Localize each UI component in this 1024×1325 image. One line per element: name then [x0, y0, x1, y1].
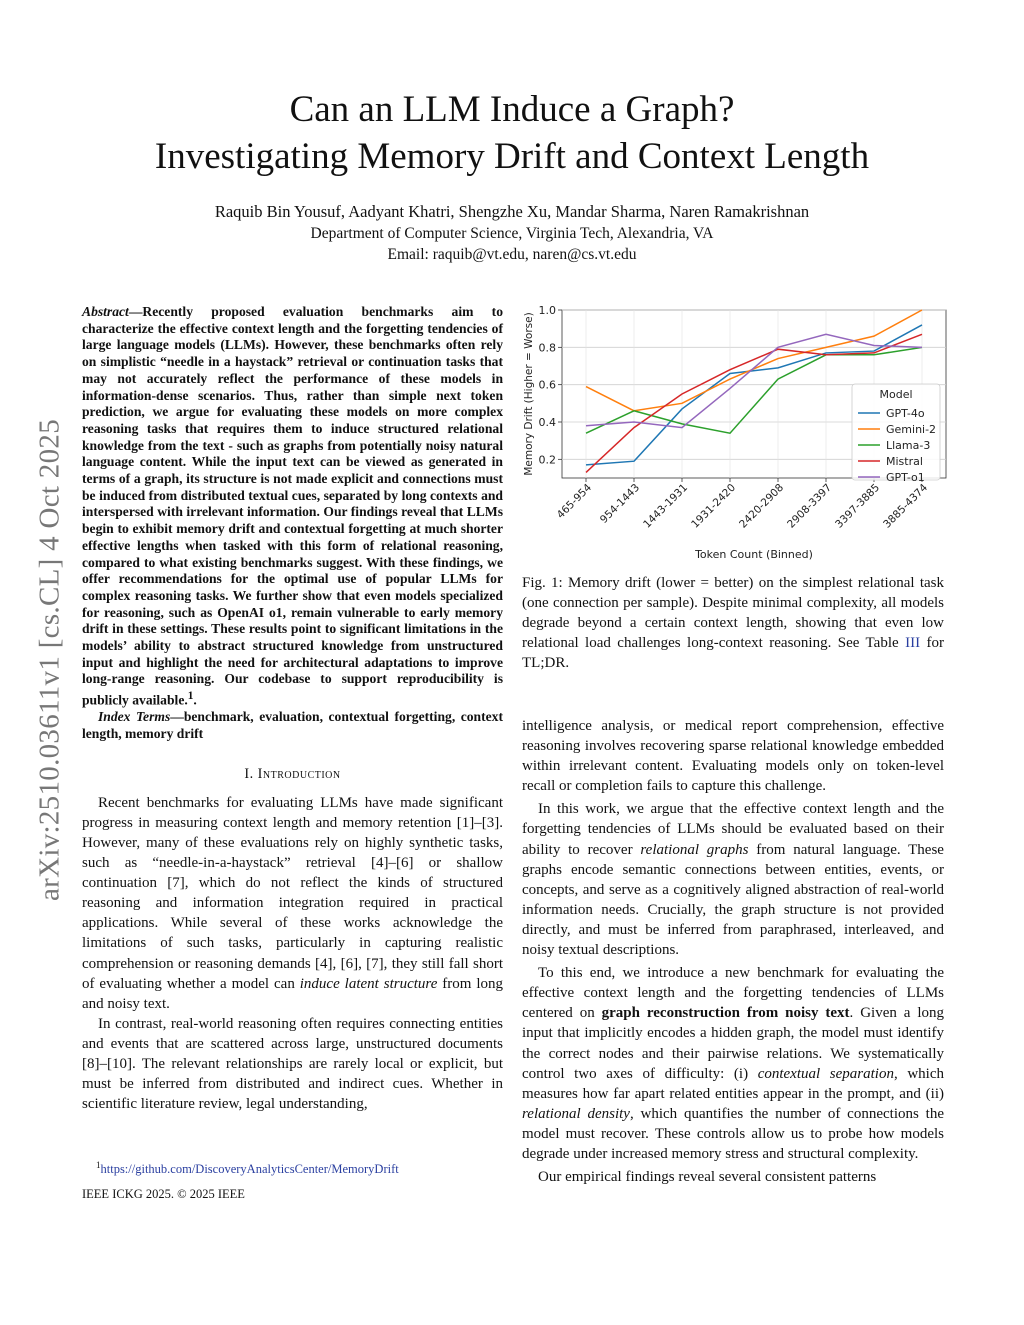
right-p1-a: In this work, we argue that the effective context length and the forgetting tendencies of LLMs should be evaluated based on their ability to recover — [522, 801, 944, 858]
intro-p1-text: Recent benchmarks for evaluating LLMs have made significant progress in measuring context length and memory retention [1]–[3]. However, many of these evaluations rely on highly synthetic tasks, such as “needle-in-a-haystack” retrieval [4]–[6] or shallow continuation [7], which do not reflect the kinds of structured reasoning and information integration required in practical applications. While several of these works acknowledge the limitations of such tasks, particularly in capturing realistic comprehension or reasoning demands [4], [6], [7], they still fall short of evaluating whether a model can — [82, 794, 503, 992]
x-tick-label: 3885-4374 — [881, 481, 931, 531]
caption-end: for TL;DR. — [522, 635, 944, 672]
abstract-end: . — [193, 692, 197, 708]
chart-svg — [520, 306, 948, 566]
x-tick-label: 2908-3397 — [785, 481, 835, 531]
right-paragraph-2 — [522, 963, 944, 1164]
title-line-1: Can an LLM Induce a Graph? — [289, 89, 735, 130]
y-tick-label: 1.0 — [538, 306, 556, 317]
figure-1-caption — [522, 573, 944, 673]
y-tick-label: 0.6 — [538, 378, 556, 392]
legend-title: Model — [879, 388, 913, 401]
intro-paragraph-2: In contrast, real-world reasoning often requires connecting entities and events that are scattered across large, unstructured documents [8]–[10]. The relevant relationships are rarely local or explicit, but must be inferred from distributed and indirect cues. Whether in scientific literature review, legal understanding, — [82, 1015, 503, 1113]
x-tick-label: 3397-3885 — [833, 481, 883, 531]
abstract-text: —Recently proposed evaluation benchmarks aim to characterize the effective context length and the forgetting tendencies of large language models (LLMs). However, these benchmarks often rely on simplistic “needle in a haystack” retrieval or continuation tasks that may not accurately reflect the performance of these models in information-dense scenarios. Thus, rather than simple next token prediction, we argue for evaluating these models on more complex reasoning tasks that requires them to induce structured relational knowledge from the text - such as graphs from potentially noisy natural language content. While the input text can be viewed as generated in terms of a graph, its structure is not made explicit and connections must be induced from distributed textual cues, separated by long contexts and interspersed with irrelevant information. Our findings reveal that LLMs begin to exhibit memory drift and contextual forgetting at much shorter effective lengths when tasked with this form of relational reasoning, compared to what existing benchmarks suggest. With these findings, we offer recommendations for the optimal use of popular LLMs for complex reasoning tasks. We further show that even models specialized for reasoning, such as OpenAI o1, remain vulnerable to early memory drift in these settings. These results point to significant limitations in the models’ ability to abstract structured knowledge from unstructured input and highlight the need for architectural adaptations to improve long-range reasoning. Our codebase to support reproducibility is publicly available. — [82, 304, 503, 708]
right-paragraph-3: Our empirical findings reveal several consistent patterns — [538, 1169, 877, 1186]
y-tick-label: 0.2 — [538, 453, 556, 467]
legend-label: GPT-4o — [886, 407, 925, 420]
venue-line: IEEE ICKG 2025. © 2025 IEEE — [82, 1187, 245, 1201]
right-p1-italic: relational graphs — [640, 841, 749, 858]
abstract-footnote-mark[interactable]: 1 — [187, 690, 194, 703]
right-p2-d: , which quantifies the number of connections the model must recover. These controls allow us to probe how models degrade under increased memory stress and structural complexity. — [522, 1105, 944, 1162]
title-line-2: Investigating Memory Drift and Context Length — [154, 136, 870, 177]
section-heading-introduction: I. Introduction — [244, 765, 341, 782]
x-tick-label: 2420-2908 — [737, 481, 787, 531]
right-p2-italic-2: relational density — [522, 1105, 630, 1122]
arxiv-id: arXiv:2510.03611v1 [cs.CL] 4 Oct 2025 — [33, 418, 66, 902]
authors: Raquib Bin Yousuf, Aadyant Khatri, Shengzhe Xu, Mandar Sharma, Naren Ramakrishnan — [214, 202, 810, 221]
right-paragraph-1 — [522, 799, 944, 960]
x-axis-label: Token Count (Binned) — [695, 548, 813, 561]
footnote — [96, 1160, 399, 1177]
right-p1-b: from natural language. These graphs encode semantic connections between entities, events, or concepts, and serve as a cognitively aligned abstraction of real-world information needs. Crucially, the graph structure is not provided directly, and must be inferred from paraphrased, interleaved, and noisy textual descriptions. — [522, 841, 944, 959]
figure-1-chart — [520, 306, 948, 566]
department: Department of Computer Science, Virginia Tech, Alexandria, VA — [310, 225, 714, 242]
email: Email: raquib@vt.edu, naren@cs.vt.edu — [387, 246, 637, 263]
index-terms — [82, 709, 503, 742]
left-column — [82, 304, 503, 1114]
y-axis-label: Memory Drift (Higher = Worse) — [523, 312, 535, 476]
legend-label: Mistral — [886, 455, 923, 468]
legend-label: Gemini-2 — [886, 423, 937, 436]
right-paragraph-0: intelligence analysis, or medical report comprehension, effective reasoning involves recovering sparse relational knowledge embedded within irrelevant content. Evaluating models only on token-level recall or completion fails to capture this challenge. — [522, 718, 944, 795]
footnote-link[interactable]: https://github.com/DiscoveryAnalyticsCenter/MemoryDrift — [100, 1162, 399, 1177]
legend-label: GPT-o1 — [886, 471, 925, 484]
intro-p1-end: from long and noisy text. — [82, 975, 504, 1012]
y-tick-label: 0.8 — [538, 341, 556, 355]
right-p2-bold: graph reconstruction from noisy text — [601, 1005, 850, 1022]
caption-text: Memory drift (lower = better) on the simplest relational task (one connection per sample). Despite minimal complexity, all models degrade beyond a certain context length, showing that even low relational load challenges long-context reasoning. See Table — [522, 575, 944, 652]
caption-table-ref[interactable]: III — [905, 635, 921, 652]
caption-label: Fig. 1: — [522, 575, 563, 591]
right-p2-b: . Given a long input that implicitly encodes a hidden graph, the model must identify the correct nodes and their pairwise relations. We systematically control two axes of difficulty: (i) — [522, 1005, 944, 1082]
footnote-mark: 1 — [96, 1160, 101, 1170]
intro-p1-italic: induce latent structure — [299, 975, 438, 992]
index-terms-label: Index Terms — [98, 709, 171, 725]
abstract — [82, 304, 503, 709]
x-tick-label: 1931-2420 — [689, 481, 739, 531]
x-tick-label: 954-1443 — [597, 481, 643, 526]
x-tick-label: 465-954 — [554, 481, 595, 522]
intro-paragraph-1 — [82, 793, 503, 1014]
x-tick-label: 1443-1931 — [641, 481, 691, 531]
right-p2-italic-1: contextual separation — [757, 1065, 894, 1082]
abstract-label: Abstract — [82, 304, 129, 319]
legend-label: Llama-3 — [886, 439, 931, 452]
right-p2-a: To this end, we introduce a new benchmark for evaluating the effective context length and the forgetting tendencies of LLMs centered on — [522, 965, 944, 1022]
right-column — [522, 716, 944, 1187]
y-tick-label: 0.4 — [538, 416, 556, 429]
index-terms-text: —benchmark, evaluation, contextual forgetting, context length, memory drift — [82, 709, 503, 742]
paper-title — [0, 86, 1024, 180]
right-p2-c: , which measures how far apart related entities appear in the prompt, and (ii) — [522, 1065, 944, 1102]
